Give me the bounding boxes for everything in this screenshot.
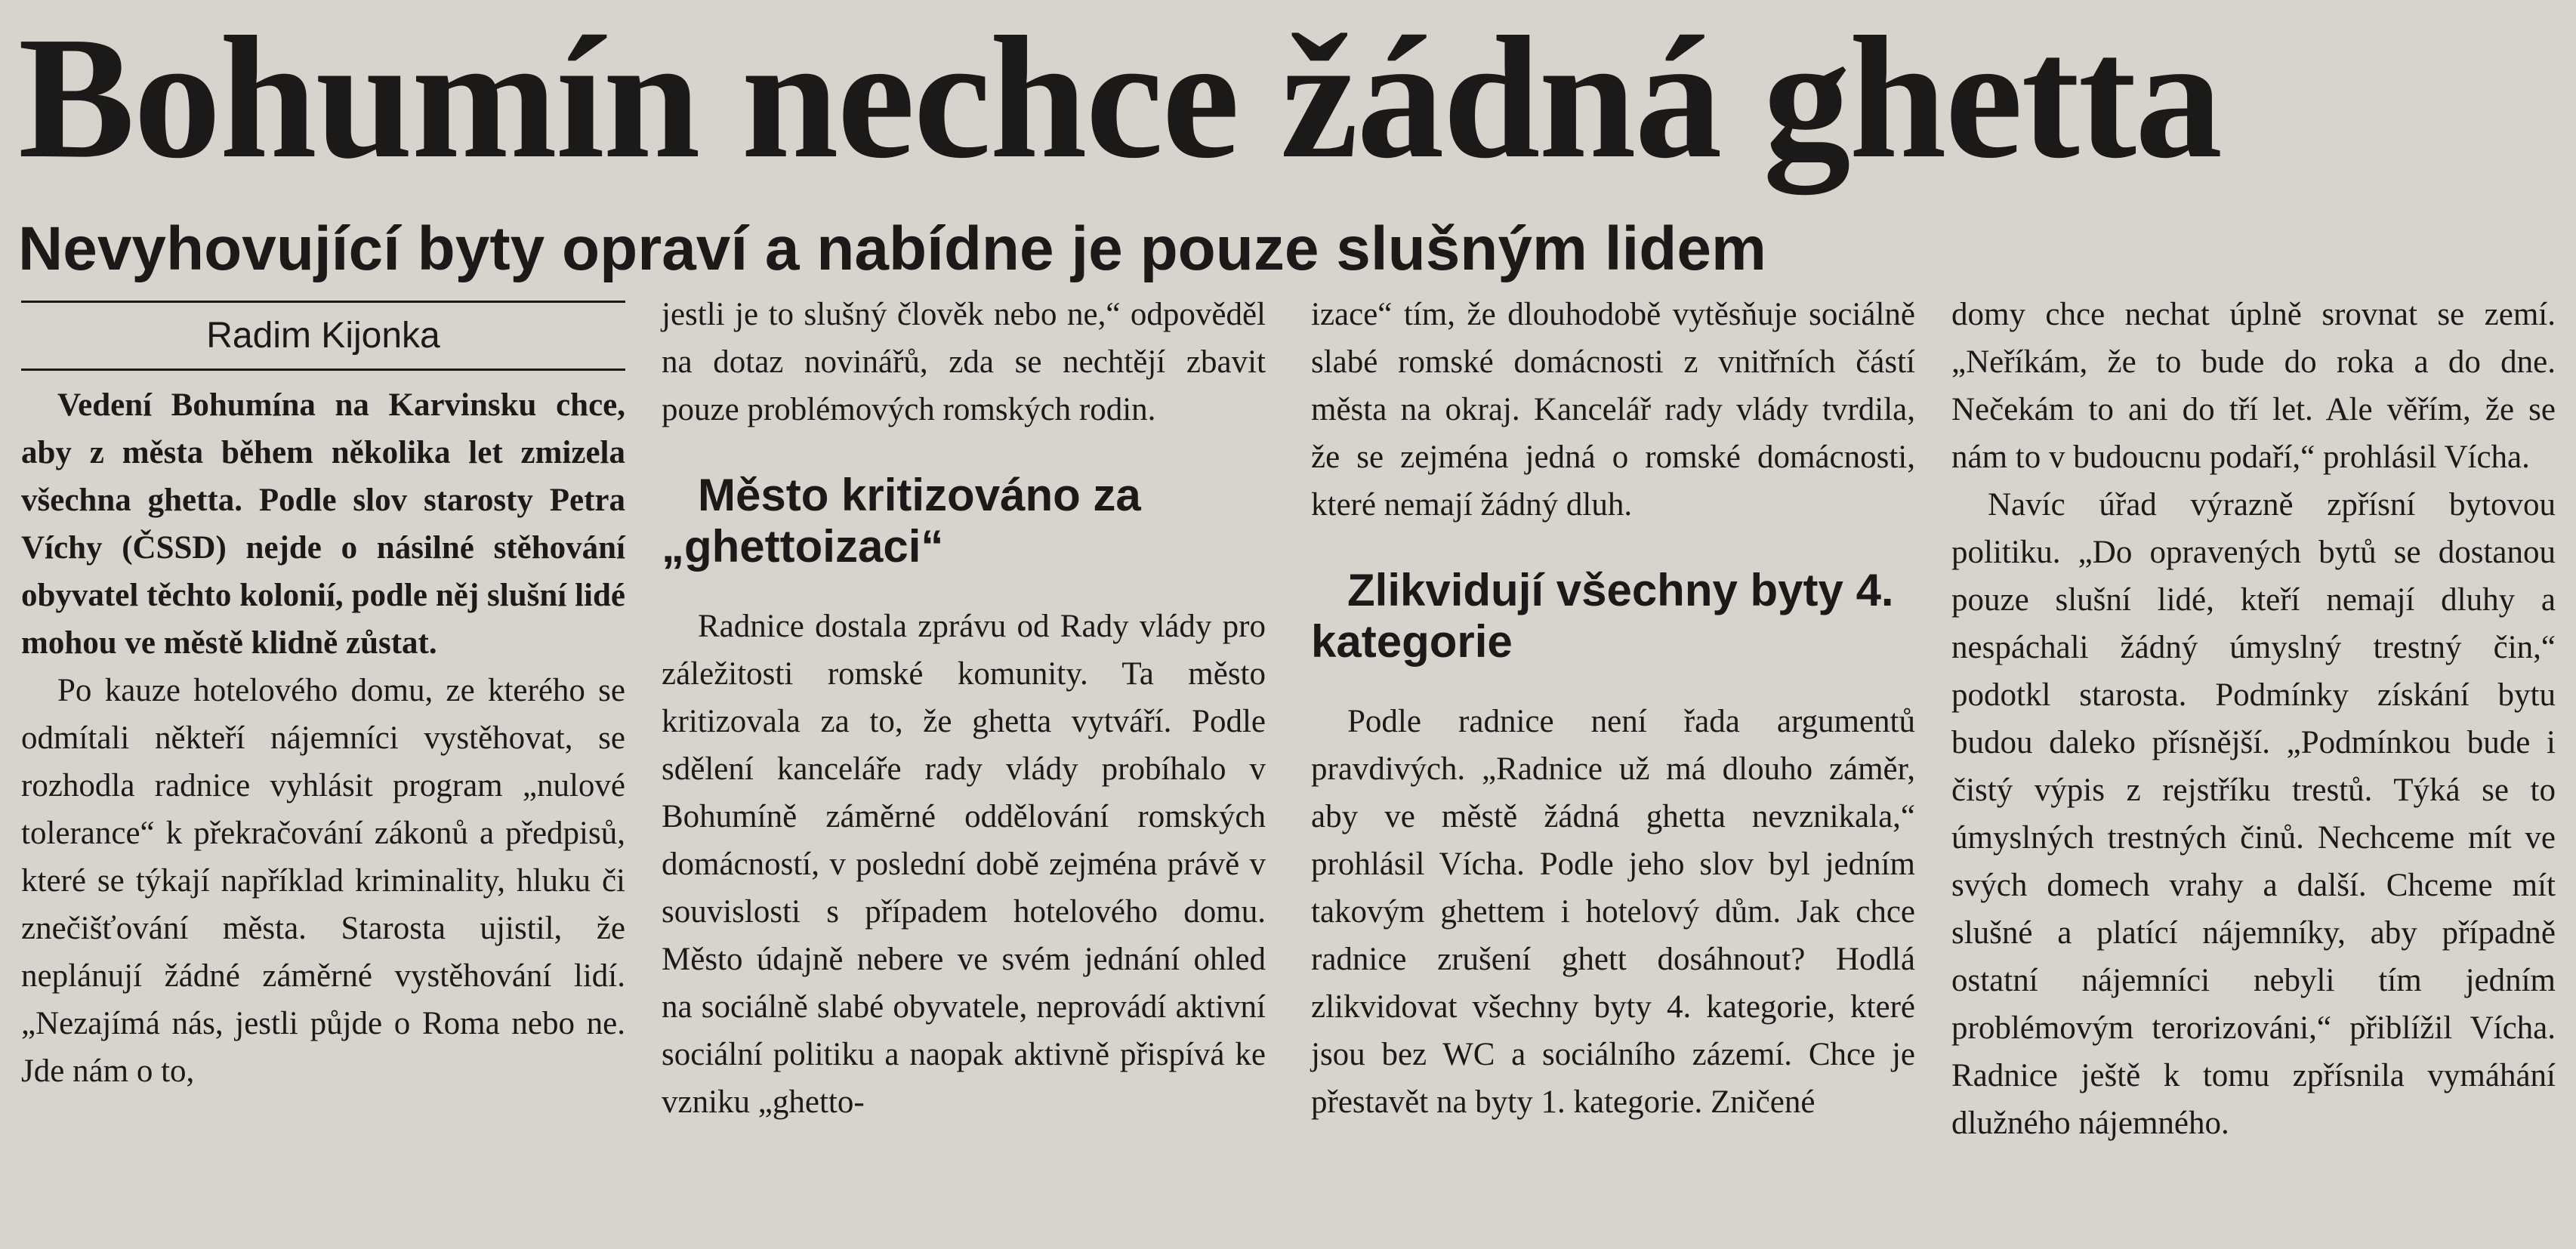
byline-rule-top (21, 301, 625, 303)
column-1 (21, 381, 625, 1095)
lead-paragraph: Vedení Bohumína na Karvinsku chce, aby z města během několika let zmizela všechna ghetta. Podle slov starosty Petra Víchy (ČSSD) nejde o násilné stěhování obyvatel těchto kolonií, podle něj slušní lidé mohou ve městě klidně zůstat. (21, 387, 625, 661)
paragraph: Radnice dostala zprávu od Rady vlády pro záležitosti romské komunity. Ta město kritizovala za to, že ghetta vytváří. Podle sdělení kanceláře rady vlády probíhalo v Bohumíně záměrné oddělování romských domácností, v poslední době zejména právě v souvislosti s případem hotelového domu. Město údajně nebere ve svém jednání ohled na sociálně slabé obyvatele, neprovádí aktivní sociální politiku a naopak aktivně přispívá ke vzniku „ghetto- (662, 609, 1266, 1120)
column-4 (1951, 291, 2556, 1147)
byline: Radim Kijonka (206, 316, 440, 356)
column-2 (662, 291, 1266, 1126)
section-heading: Zlikvidují všechny byty 4. kategorie (1311, 565, 1894, 667)
paragraph: izace“ tím, že dlouhodobě vytěsňuje sociálně slabé romské domácnosti z vnitřních částí města na okraj. Kancelář rady vlády tvrdila, že se zejména jedná o romské domácnosti, které nemají žádný dluh. (1311, 297, 1915, 523)
paragraph: domy chce nechat úplně srovnat se zemí. „Neříkám, že to bude do roka a do dne. Nečekám to ani do tří let. Ale věřím, že se nám to v budoucnu podaří,“ prohlásil Vícha. (1951, 297, 2556, 475)
section-heading: Město kritizováno za „ghettoizaci“ (662, 470, 1141, 572)
byline-rule-bottom (21, 369, 625, 371)
paragraph: Navíc úřad výrazně zpřísní bytovou politiku. „Do opravených bytů se dostanou pouze slušní lidé, kteří nemají dluhy a nespáchali žádný úmyslný trestný čin,“ podotkl starosta. Podmínky získání bytu budou daleko přísnější. „Podmínkou bude i čistý výpis z rejstříku trestů. Týká se to úmyslných trestných činů. Nechceme mít ve svých domech vrahy a další. Chceme mít slušné a platící nájemníky, aby případně ostatní nájemníci nebyli tím jedním problémovým terorizováni,“ přiblížil Vícha. Radnice ještě k tomu zpřísnila vymáhání dlužného nájemného. (1951, 487, 2556, 1141)
headline: Bohumín nechce žádná ghetta (18, 1, 2222, 195)
subheadline: Nevyhovující byty opraví a nabídne je pouze slušným lidem (18, 214, 1766, 283)
paragraph: jestli je to slušný člověk nebo ne,“ odpověděl na dotaz novinářů, zda se nechtějí zbavit pouze problémových romských rodin. (662, 297, 1266, 427)
paragraph: Podle radnice není řada argumentů pravdivých. „Radnice už má dlouho záměr, aby ve městě žádná ghetta nevznikala,“ prohlásil Vícha. Podle jeho slov byl jedním takovým ghettem i hotelový dům. Jak chce radnice zrušení ghett dosáhnout? Hodlá zlikvidovat všechny byty 4. kategorie, které jsou bez WC a sociálního zázemí. Chce je přestavět na byty 1. kategorie. Zničené (1311, 704, 1915, 1120)
paragraph: Po kauze hotelového domu, ze kterého se odmítali někteří nájemníci vystěhovat, se rozhodla radnice vyhlásit program „nulové tolerance“ k překračování zákonů a předpisů, které se týkají například kriminality, hluku či znečišťování města. Starosta ujistil, že neplánují žádné záměrné vystěhování lidí. „Nezajímá nás, jestli půjde o Roma nebo ne. Jde nám o to, (21, 673, 625, 1089)
column-3 (1311, 291, 1915, 1126)
